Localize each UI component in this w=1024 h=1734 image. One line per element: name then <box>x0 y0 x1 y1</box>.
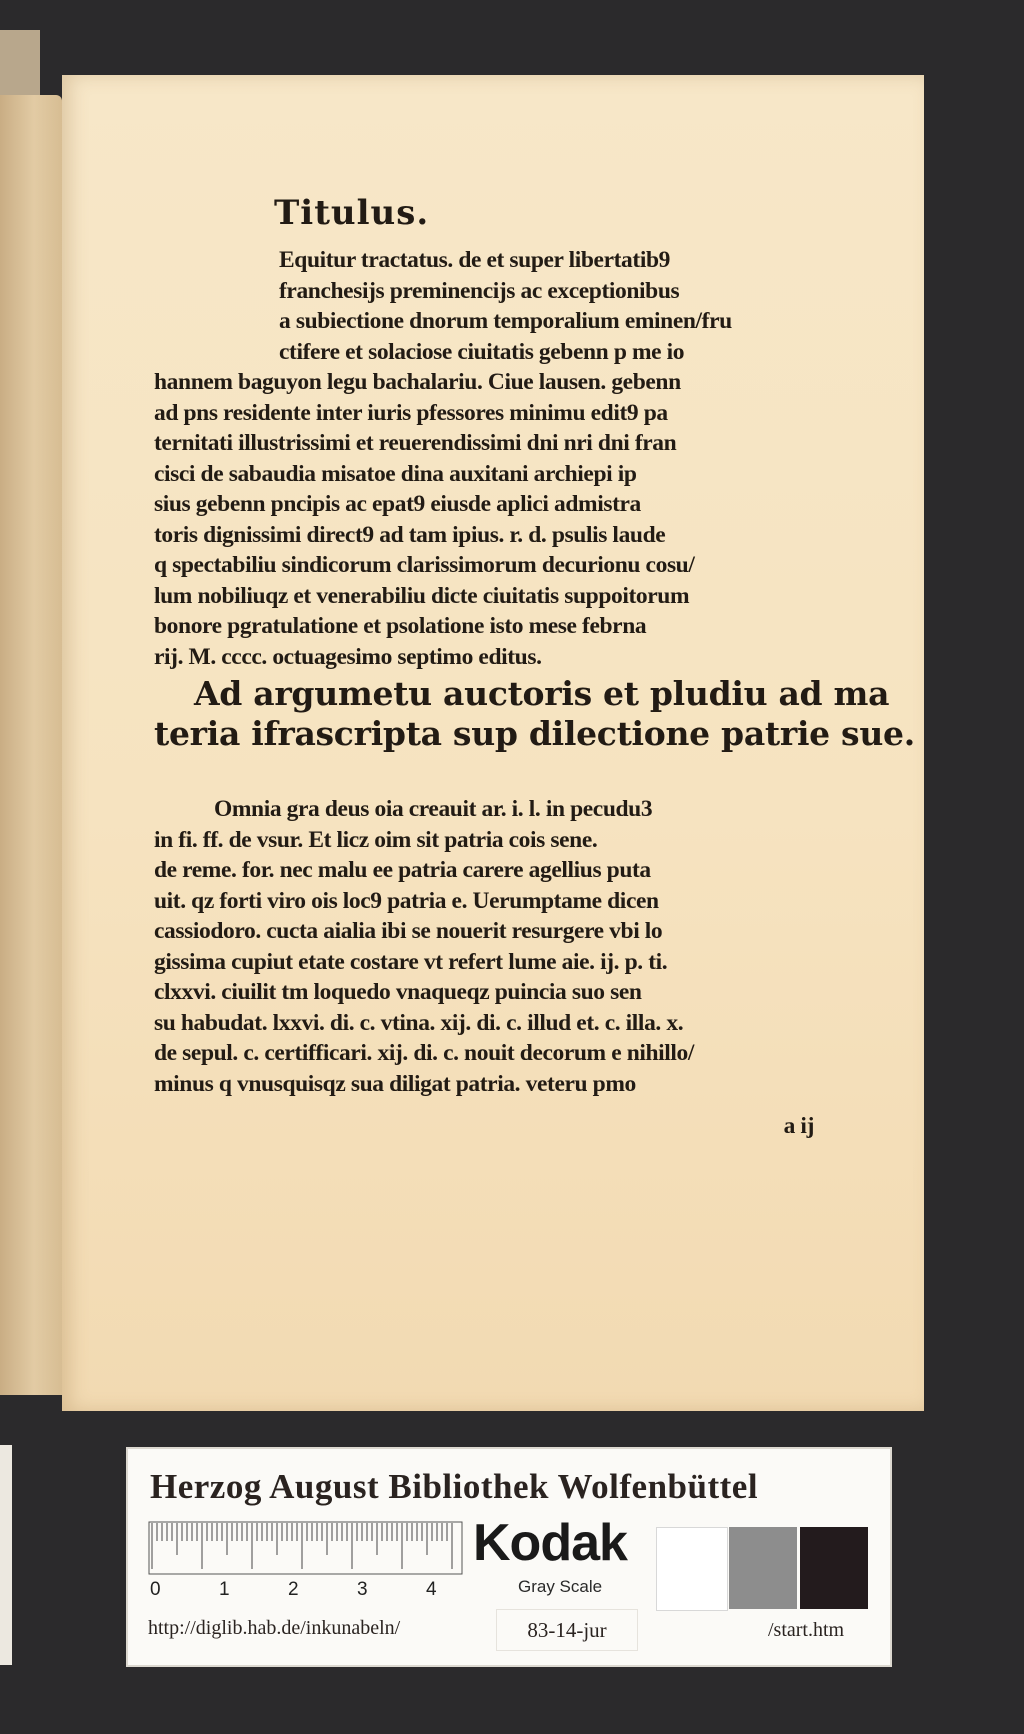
text-line: de sepul. c. certifficari. xij. di. c. nouit decorum e nihillo/ <box>154 1040 695 1066</box>
ruler-frame <box>149 1522 462 1574</box>
page-text <box>154 193 915 1142</box>
url-base: http://diglib.hab.de/inkunabeln/ <box>148 1617 401 1639</box>
heading-line: Ad argumetu auctoris et pludiu ad ma <box>194 674 890 713</box>
shelfmark-code: 83-14-jur <box>496 1609 638 1651</box>
text-line: ad pns residente inter iuris pfessores minimu edit9 pa <box>154 399 668 426</box>
ruler-label: 0 <box>150 1579 161 1600</box>
text-line: ctifere et solaciose ciuitatis gebenn p me io <box>279 338 685 365</box>
gray-swatch <box>729 1527 797 1609</box>
text-line: gissima cupiut etate costare vt refert lume aie. ij. p. ti. <box>154 948 668 975</box>
text-line: clxxvi. ciuilit tm loquedo vnaqueqz puincia suo sen <box>154 979 642 1005</box>
black-swatch <box>800 1527 868 1609</box>
facing-card-edge <box>0 1445 12 1665</box>
signature-mark: a ij <box>783 1113 814 1139</box>
text-line: lum nobiliuqz et venerabiliu dicte ciuitatis suppoitorum <box>154 582 690 609</box>
library-color-card <box>126 1447 892 1667</box>
text-line: toris dignissimi direct9 ad tam ipius. r. d. psulis laude <box>154 521 666 548</box>
text-line: cisci de sabaudia misatoe dina auxitani archiepi ip <box>154 460 637 487</box>
text-line: su habudat. lxxvi. di. c. vtina. xij. di. c. illud et. c. illa. x. <box>154 1009 684 1036</box>
kodak-logo: Kodak <box>473 1514 627 1572</box>
intro-paragraph <box>154 245 814 672</box>
text-line: rij. M. cccc. octuagesimo septimo editus. <box>154 643 542 670</box>
heading-line: teria ifrascripta sup dilectione patrie sue. <box>154 714 915 753</box>
text-line: uit. qz forti viro ois loc9 patria e. Uerumptame dicen <box>154 887 659 914</box>
library-name: Herzog August Bibliothek Wolfenbüttel <box>150 1467 759 1506</box>
body-paragraph <box>154 794 814 1099</box>
url-suffix: /start.htm <box>768 1619 845 1641</box>
text-line: Omnia gra deus oia creauit ar. i. l. in pecudu3 <box>214 796 653 822</box>
text-line: sius gebenn pncipis ac epat9 eiusde aplici admistra <box>154 491 641 517</box>
gray-scale-label: Gray Scale <box>518 1577 603 1596</box>
text-line: a subiectione dnorum temporalium eminen/fru <box>279 308 732 334</box>
page-title: Titulus. <box>274 193 430 233</box>
chapter-heading <box>154 674 915 754</box>
ruler-label: 4 <box>426 1579 437 1600</box>
text-line: bonore pgratulatione et psolatione isto mese febrna <box>154 613 647 639</box>
facing-page <box>0 95 62 1395</box>
text-line: in fi. ff. de vsur. Et licz oim sit patria cois sene. <box>154 826 598 853</box>
ruler-label: 2 <box>288 1579 299 1600</box>
white-swatch <box>656 1527 728 1611</box>
ruler-label: 3 <box>357 1579 368 1600</box>
measurement-ruler <box>148 1521 463 1609</box>
text-line: q spectabiliu sindicorum clarissimorum decurionu cosu/ <box>154 552 695 578</box>
text-line: de reme. for. nec malu ee patria carere agellius puta <box>154 857 651 883</box>
text-line: franchesijs preminencijs ac exceptionibus <box>279 277 680 304</box>
book-page <box>62 75 924 1411</box>
text-line: Equitur tractatus. de et super libertatib9 <box>279 247 670 273</box>
text-line: cassiodoro. cucta aialia ibi se nouerit resurgere vbi lo <box>154 918 663 944</box>
text-line: ternitati illustrissimi et reuerendissimi dni nri dni fran <box>154 430 677 456</box>
text-line: hannem baguyon legu bachalariu. Ciue lausen. gebenn <box>154 369 681 395</box>
facing-page-edge <box>0 30 40 100</box>
ruler-label: 1 <box>219 1579 230 1600</box>
text-line: minus q vnusquisqz sua diligat patria. veteru pmo <box>154 1070 636 1097</box>
